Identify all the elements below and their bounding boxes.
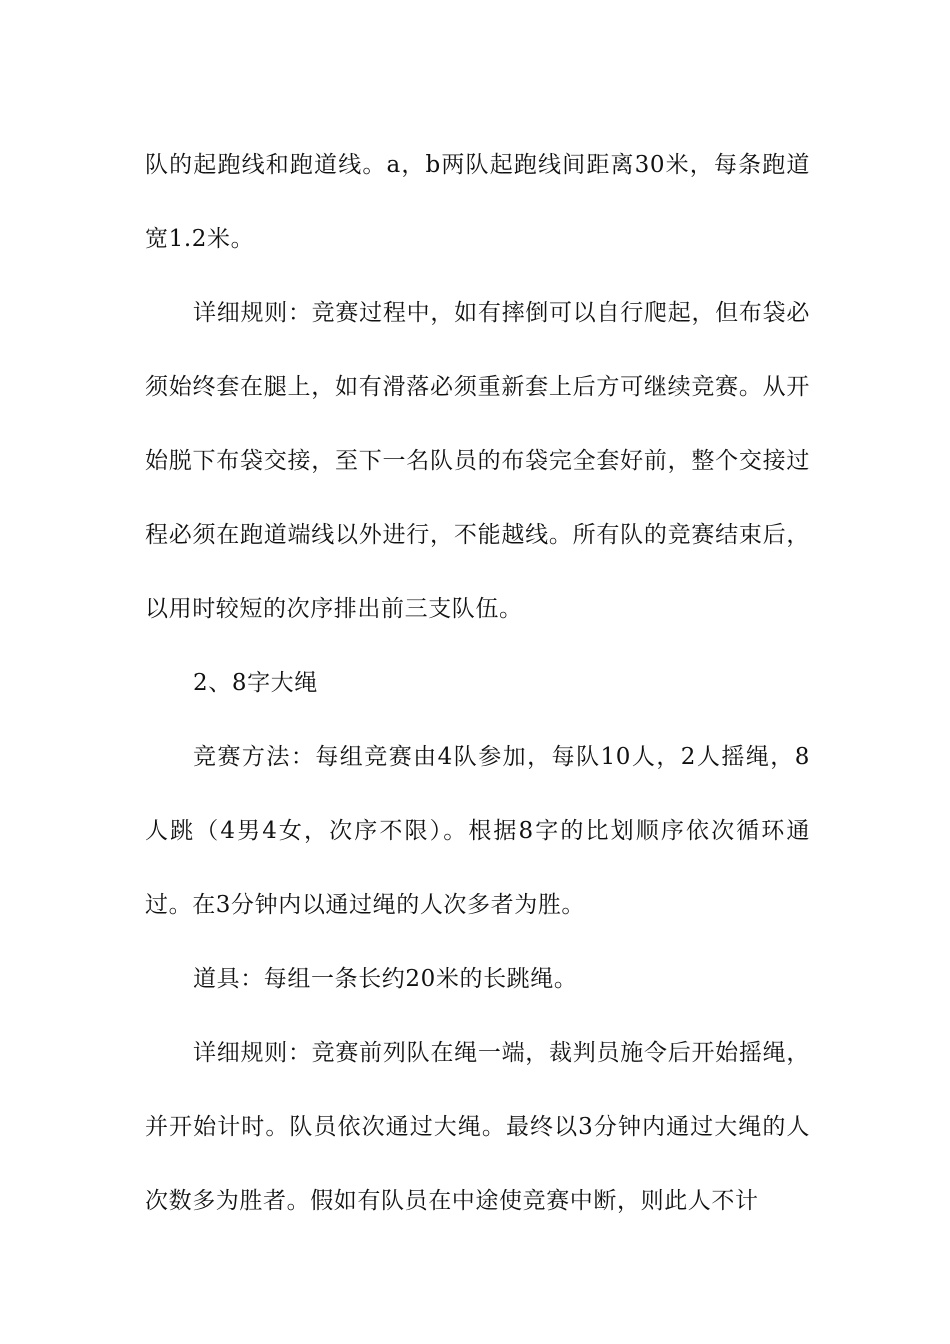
paragraph-rope-equipment: 道具：每组一条长约20米的长跳绳。 xyxy=(193,966,578,992)
section-heading-figure-eight-rope: 2、8字大绳 xyxy=(193,670,318,696)
paragraph-track-spec: 队的起跑线和跑道线。a，b两队起跑线间距离30米，每条跑道宽1.2米。 xyxy=(145,152,810,252)
paragraph-sack-race-rules: 详细规则：竞赛过程中，如有摔倒可以自行爬起，但布袋必须始终套在腿上，如有滑落必须重新套上后方可继续竞赛。从开始脱下布袋交接，至下一名队员的布袋完全套好前，整个交接过程必须在跑道端线以外进行，不能越线。所有队的竞赛结束后，以用时较短的次序排出前三支队伍。 xyxy=(145,300,810,622)
paragraph-rope-method: 竞赛方法：每组竞赛由4队参加，每队10人，2人摇绳，8人跳（4男4女，次序不限）。根据8字的比划顺序依次循环通过。在3分钟内以通过绳的人次多者为胜。 xyxy=(145,744,810,918)
document-body xyxy=(145,128,810,1238)
paragraph-rope-rules: 详细规则：竞赛前列队在绳一端，裁判员施令后开始摇绳，并开始计时。队员依次通过大绳。最终以3分钟内通过大绳的人次数多为胜者。假如有队员在中途使竞赛中断，则此人不计 xyxy=(145,1040,810,1214)
